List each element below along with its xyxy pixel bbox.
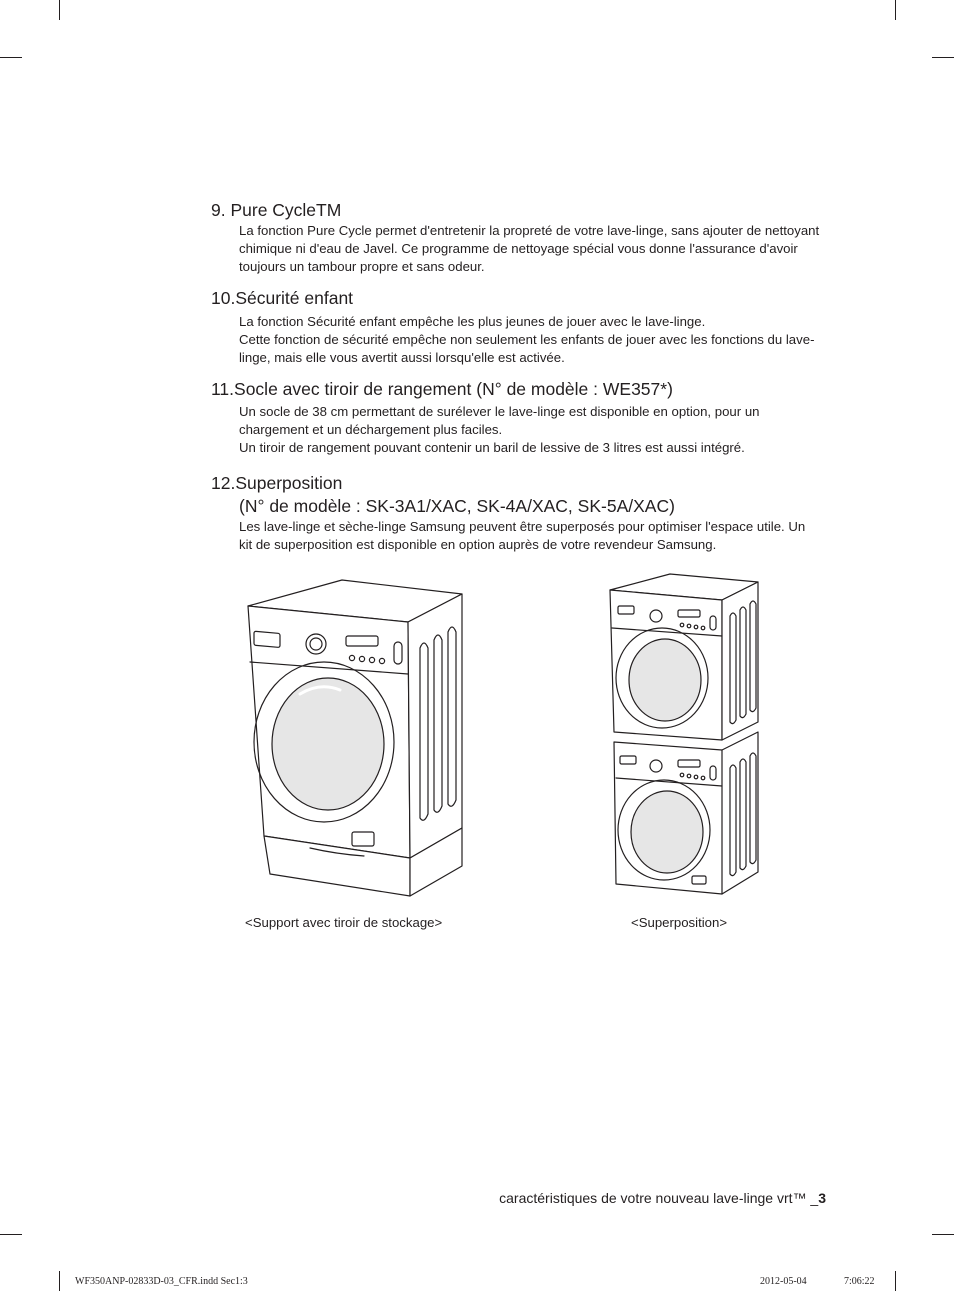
crop-mark	[895, 0, 896, 20]
washer-pedestal-illustration	[240, 578, 466, 898]
page-number: 3	[818, 1190, 826, 1206]
slug-file: WF350ANP-02833D-03_CFR.indd Sec1:3	[75, 1276, 248, 1287]
section-body	[239, 222, 821, 276]
paragraph: Un socle de 38 cm permettant de surélever le lave-linge est disponible en option, pour un chargement et un déchargement plus faciles.	[239, 404, 760, 437]
crop-mark	[895, 1271, 896, 1291]
slug-date: 2012-05-04	[760, 1276, 807, 1287]
paragraph: Les lave-linge et sèche-linge Samsung peuvent être superposés pour optimiser l'espace utile. Un kit de superposition est disponible en option auprès de votre revendeur Samsung.	[239, 519, 806, 552]
section-child-lock	[211, 287, 821, 367]
section-heading: 9. Pure CycleTM	[211, 200, 342, 220]
crop-mark	[932, 57, 954, 58]
section-body	[239, 313, 821, 367]
section-heading: 10.Sécurité enfant	[211, 288, 354, 308]
section-pedestal	[211, 378, 821, 457]
section-pure-cycle	[211, 199, 821, 276]
section-heading: 12.Superposition	[211, 473, 343, 493]
footer-text: caractéristiques de votre nouveau lave-linge vrt™ _	[499, 1190, 819, 1206]
caption-pedestal: <Support avec tiroir de stockage>	[245, 915, 443, 930]
section-heading	[211, 378, 821, 401]
stacked-units-illustration	[608, 572, 760, 907]
paragraph: Cette fonction de sécurité empêche non seulement les enfants de jouer avec les fonctions du lave-linge, mais elle vous avertit aussi lorsqu'elle est activée.	[239, 332, 815, 365]
heading-main: 11.Socle avec tiroir de rangement	[211, 379, 472, 399]
crop-mark	[59, 0, 60, 20]
section-subheading: (N° de modèle : SK-3A1/XAC, SK-4A/XAC, SK-5A/XAC)	[239, 496, 675, 516]
paragraph: Un tiroir de rangement pouvant contenir un baril de lessive de 3 litres est aussi intégré.	[239, 440, 745, 455]
caption-stacking: <Superposition>	[631, 915, 728, 930]
crop-mark	[932, 1234, 954, 1235]
page-footer	[499, 1190, 826, 1206]
section-body	[239, 403, 821, 457]
section-stacking	[211, 472, 821, 554]
crop-mark	[0, 57, 22, 58]
slug-time: 7:06:22	[844, 1276, 875, 1287]
heading-model: (N° de modèle : WE357*)	[471, 379, 673, 399]
paragraph: La fonction Sécurité enfant empêche les plus jeunes de jouer avec le lave-linge.	[239, 314, 706, 329]
section-body	[239, 518, 821, 554]
paragraph: La fonction Pure Cycle permet d'entretenir la propreté de votre lave-linge, sans ajouter de nettoyant chimique ni d'eau de Javel. Ce programme de nettoyage spécial vous donne l'assurance d'avoir toujours un tambour propre et sans odeur.	[239, 223, 820, 274]
crop-mark	[0, 1234, 22, 1235]
crop-mark	[59, 1271, 60, 1291]
